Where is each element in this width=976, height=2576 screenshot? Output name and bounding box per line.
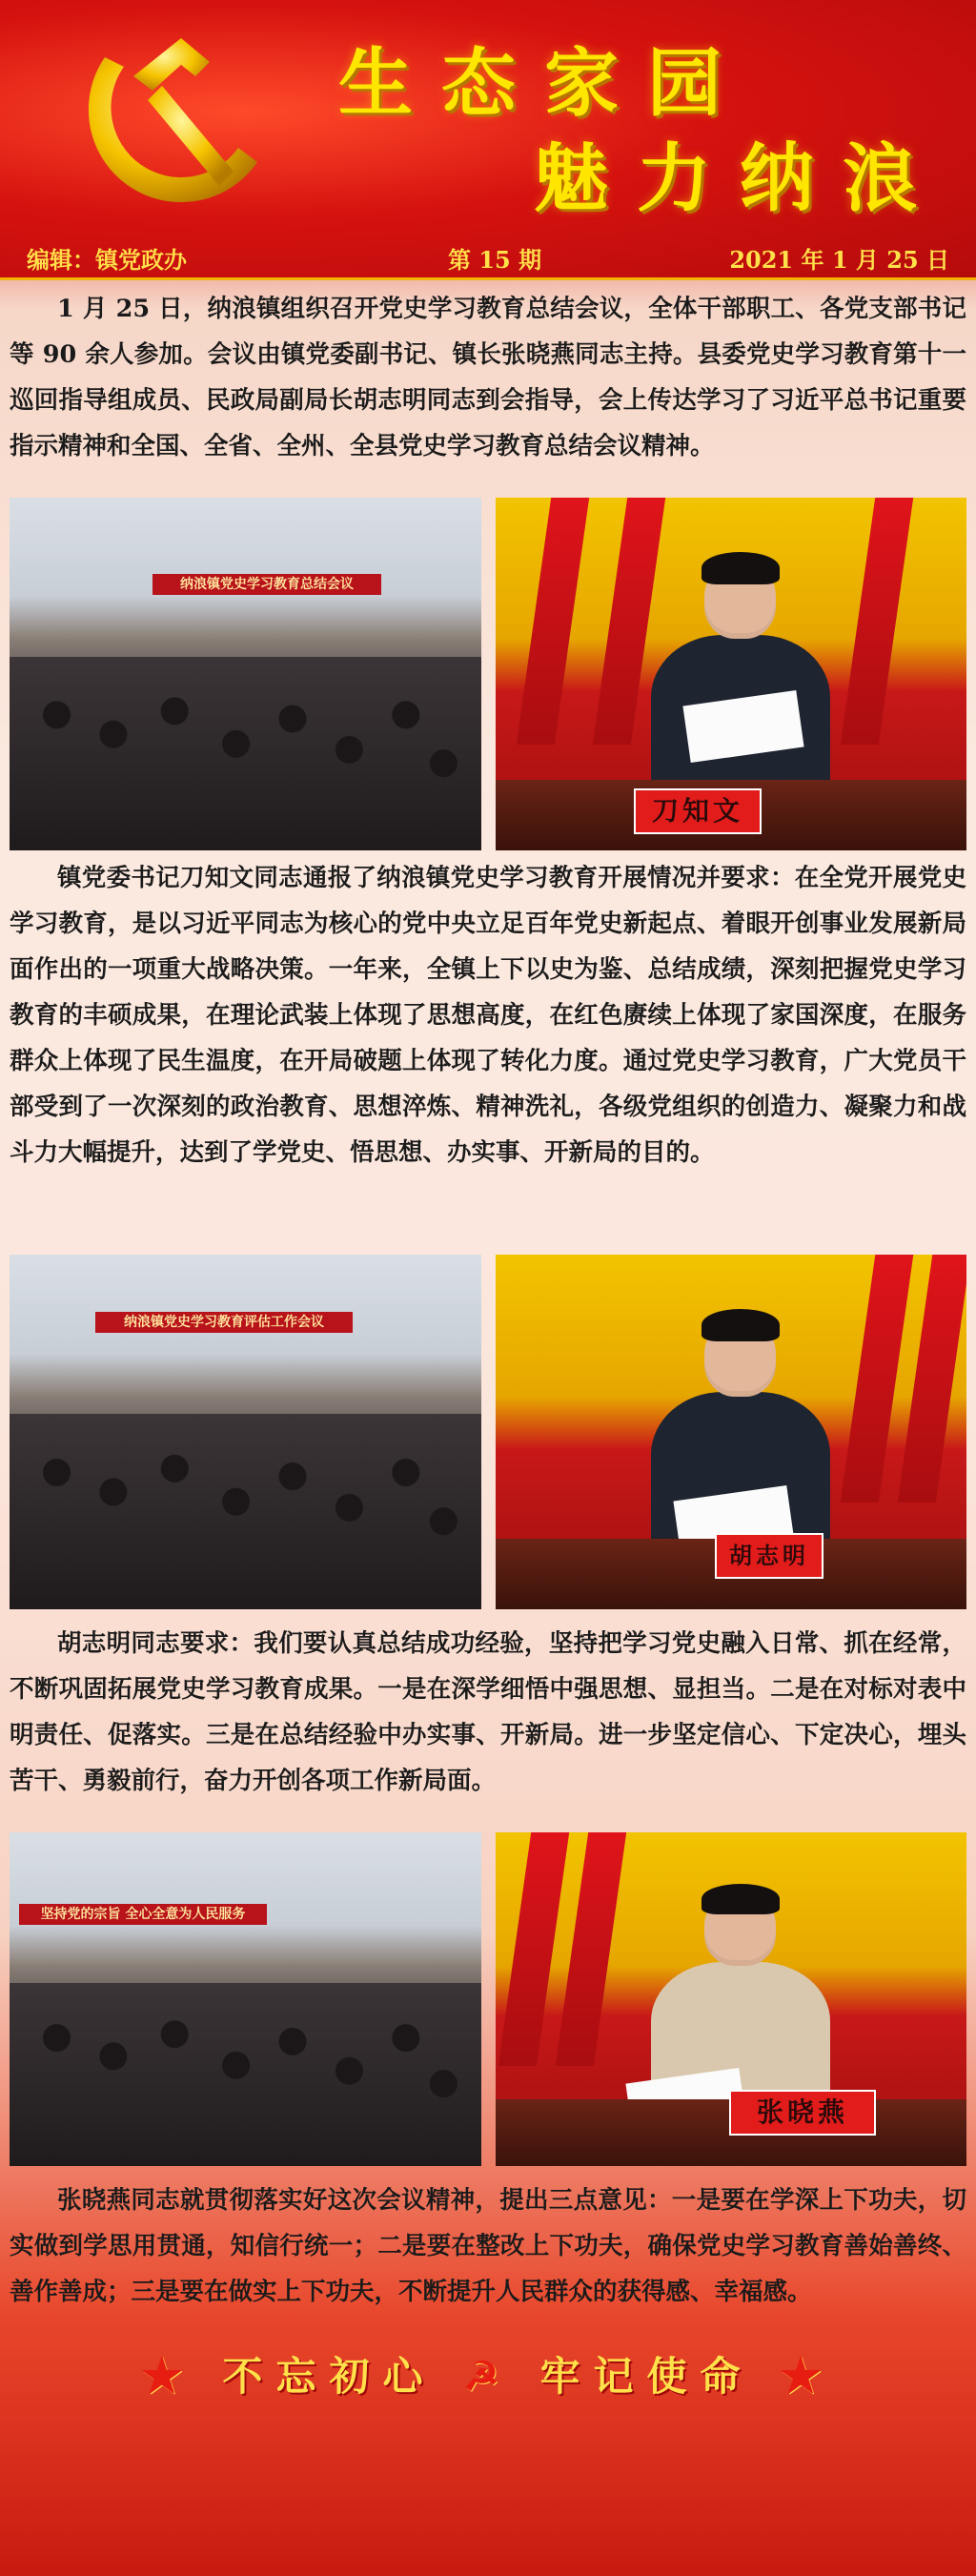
article-paragraph-4: 张晓燕同志就贯彻落实好这次会议精神，提出三点意见：一是要在学深上下功夫，切实做到学思用贯通，知信行统一；二是要在整改上下功夫，确保党史学习教育善始善终、善作善成；三是要在做实上下功夫，不断提升人民群众的获得感、幸福感。 — [10, 2186, 966, 2306]
nameplate-2: 胡志明 — [715, 1533, 824, 1579]
footer-slogan — [0, 2345, 976, 2402]
meeting-banner-3: 坚持党的宗旨 全心全意为人民服务 — [19, 1904, 267, 1925]
speaker-photo-3 — [496, 1832, 966, 2166]
slogan-left: 不忘初心 — [222, 2353, 437, 2400]
issue-date: 2021 年 1 月 25 日 — [729, 246, 949, 274]
star-icon: ★ — [781, 2353, 835, 2400]
meeting-banner-1: 纳浪镇党史学习教育总结会议 — [152, 574, 381, 595]
masthead-title-line2: 魅力纳浪 — [534, 135, 946, 222]
meeting-photo-1 — [10, 498, 481, 850]
editor-label: 编辑：镇党政办 — [27, 246, 187, 274]
masthead — [0, 0, 976, 278]
party-emblem-icon — [67, 19, 286, 229]
meeting-banner-2: 纳浪镇党史学习教育评估工作会议 — [95, 1312, 353, 1333]
masthead-title-line1: 生态家园 — [338, 40, 751, 127]
party-emblem-small-icon: ☭ — [463, 2353, 513, 2400]
meeting-photo-3 — [10, 1832, 481, 2166]
issue-number: 第 15 期 — [448, 246, 542, 274]
speaker-photo-2 — [496, 1255, 966, 1609]
article-paragraph-1: 1 月 25 日，纳浪镇组织召开党史学习教育总结会议，全体干部职工、各党支部书记等 90 余人参加。会议由镇党委副书记、镇长张晓燕同志主持。县委党史学习教育第十一巡回指导组成员、民政局副局长胡志明同志到会指导，会上传达学习了习近平总书记重要指示精神和全国、全省、全州、全县党史学习教育总结会议精神。 — [10, 295, 966, 460]
meeting-photo-2 — [10, 1255, 481, 1609]
speaker-photo-1 — [496, 498, 966, 850]
article-paragraph-3: 胡志明同志要求：我们要认真总结成功经验，坚持把学习党史融入日常、抓在经常，不断巩固拓展党史学习教育成果。一是在深学细悟中强思想、显担当。二是在对标对表中明责任、促落实。三是在总结经验中办实事、开新局。进一步坚定信心、下定决心，埋头苦干、勇毅前行，奋力开创各项工作新局面。 — [10, 1629, 966, 1795]
nameplate-1: 刀知文 — [634, 788, 762, 834]
nameplate-3: 张晓燕 — [729, 2090, 876, 2136]
issue-info-bar — [0, 234, 976, 280]
slogan-right: 牢记使命 — [539, 2353, 754, 2400]
article-paragraph-2: 镇党委书记刀知文同志通报了纳浪镇党史学习教育开展情况并要求：在全党开展党史学习教育，是以习近平同志为核心的党中央立足百年党史新起点、着眼开创事业发展新局面作出的一项重大战略决策。一年来，全镇上下以史为鉴、总结成绩，深刻把握党史学习教育的丰硕成果，在理论武装上体现了思想高度，在红色赓续上体现了家国深度，在服务群众上体现了民生温度，在开局破题上体现了转化力度。通过党史学习教育，广大党员干部受到了一次深刻的政治教育、思想淬炼、精神洗礼，各级党组织的创造力、凝聚力和战斗力大幅提升，达到了学党史、悟思想、办实事、开新局的目的。 — [10, 864, 966, 1167]
star-icon: ★ — [141, 2353, 195, 2400]
